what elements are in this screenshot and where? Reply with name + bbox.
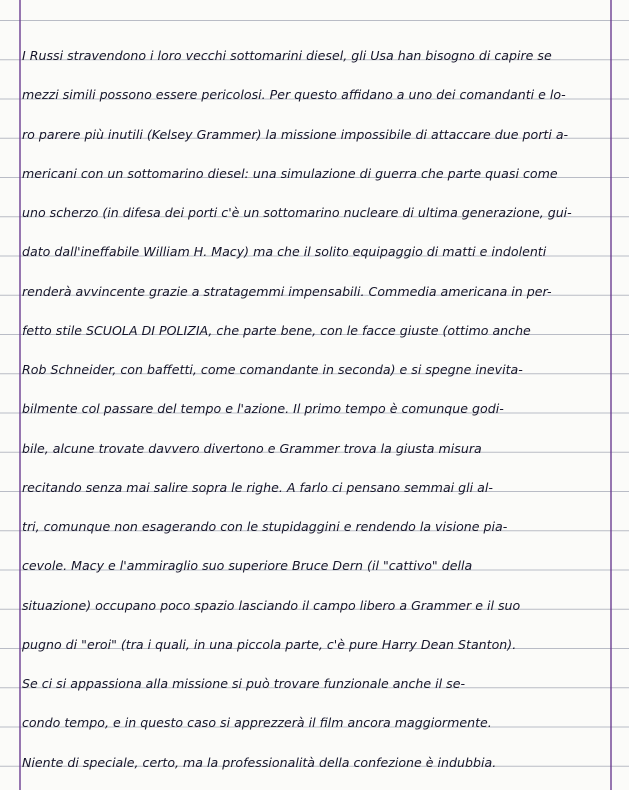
text-line: cevole. Macy e l'ammiraglio suo superiore Bruce Dern (il "cattivo" della — [22, 558, 473, 574]
text-line: dato dall'ineffabile William H. Macy) ma che il solito equipaggio di matti e indolenti — [22, 244, 547, 260]
text-line: Se ci si appassiona alla missione si può trovare funzionale anche il se- — [22, 676, 465, 691]
text-line: condo tempo, e in questo caso si apprezzerà il film ancora maggiormente. — [22, 715, 492, 731]
text-line: ro parere più inutili (Kelsey Grammer) la missione impossibile di attaccare due porti a- — [22, 126, 569, 142]
text-line: uno scherzo (in difesa dei porti c'è un sottomarino nucleare di ultima generazione, gui- — [22, 205, 572, 220]
text-line: situazione) occupano poco spazio lasciando il campo libero a Grammer e il suo — [22, 597, 521, 613]
text-line: tri, comunque non esagerando con le stupidaggini e rendendo la visione pia- — [22, 519, 508, 534]
handwritten-text — [22, 36, 622, 782]
text-line: Rob Schneider, con baffetti, come comandante in seconda) e si spegne inevita- — [22, 362, 523, 377]
text-line: Niente di speciale, certo, ma la professionalità della confezione è indubbia. — [22, 754, 497, 770]
text-line: fetto stile SCUOLA DI POLIZIA, che parte bene, con le facce giuste (ottimo anche — [22, 322, 531, 338]
text-line: bile, alcune trovate davvero divertono e Grammer trova la giusta misura — [22, 440, 482, 456]
text-line: pugno di "eroi" (tra i quali, in una piccola parte, c'è pure Harry Dean Stanton). — [22, 636, 517, 652]
text-line: renderà avvincente grazie a stratagemmi impensabili. Commedia americana in per- — [22, 283, 552, 299]
text-line: mezzi simili possono essere pericolosi. Per questo affidano a uno dei comandanti e lo- — [22, 87, 566, 103]
text-line: mericani con un sottomarino diesel: una simulazione di guerra che parte quasi come — [22, 165, 558, 181]
text-line: I Russi stravendono i loro vecchi sottomarini diesel, gli Usa han bisogno di capire se — [22, 48, 552, 63]
text-line: bilmente col passare del tempo e l'azione. Il primo tempo è comunque godi- — [22, 401, 504, 417]
text-line: recitando senza mai salire sopra le righe. A farlo ci pensano semmai gli al- — [22, 479, 493, 495]
